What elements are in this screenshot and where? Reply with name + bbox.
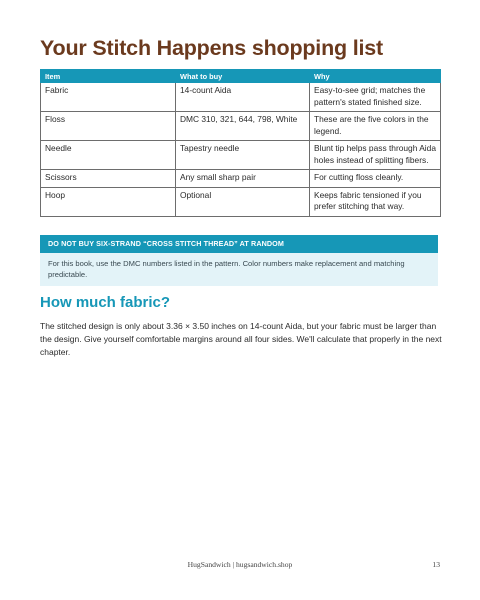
section-paragraph: The stitched design is only about 3.36 × 3.50 inches on 14-count Aida, but your fabric must be larger than the design. Give yourself comfortable margins around all four sides. We'll calculate that properly in the next chapter.: [40, 321, 442, 357]
page-number: 13: [432, 560, 440, 569]
table-row: [41, 170, 441, 188]
callout-heading: DO NOT BUY SIX-STRAND “CROSS STITCH THREAD” AT RANDOM: [40, 235, 438, 253]
table-cell-why: Blunt tip helps pass through Aida holes instead of splitting fibers.: [310, 141, 441, 170]
table-cell-item: Scissors: [41, 170, 176, 188]
table-cell-why: These are the five colors in the legend.: [310, 112, 441, 141]
page-footer: HugSandwich | hugsandwich.shop: [187, 560, 293, 569]
table-row: [41, 187, 441, 216]
warning-callout: [40, 235, 438, 286]
table-cell-what-to-buy: 14-count Aida: [176, 83, 310, 112]
table-cell-item: Fabric: [41, 83, 176, 112]
table-cell-why: Keeps fabric tensioned if you prefer stitching that way.: [310, 187, 441, 216]
table-cell-why: Easy-to-see grid; matches the pattern's stated finished size.: [310, 83, 441, 112]
table-cell-item: Floss: [41, 112, 176, 141]
column-header-item: Item: [41, 70, 176, 83]
shopping-list-table: [40, 69, 441, 217]
table-cell-what-to-buy: Any small sharp pair: [176, 170, 310, 188]
table-row: [41, 112, 441, 141]
table-cell-item: Hoop: [41, 187, 176, 216]
column-header-what-to-buy: What to buy: [176, 70, 310, 83]
table-header-row: [41, 70, 441, 83]
table-row: [41, 141, 441, 170]
table-row: [41, 83, 441, 112]
column-header-why: Why: [310, 70, 441, 83]
table-cell-what-to-buy: DMC 310, 321, 644, 798, White: [176, 112, 310, 141]
table-cell-what-to-buy: Optional: [176, 187, 310, 216]
page-title: Your Stitch Happens shopping list: [40, 36, 383, 60]
table-cell-why: For cutting floss cleanly.: [310, 170, 441, 188]
callout-body: For this book, use the DMC numbers listed in the pattern. Color numbers make replacement and matching predictable.: [40, 253, 438, 286]
section-heading: How much fabric?: [40, 294, 171, 311]
table-cell-what-to-buy: Tapestry needle: [176, 141, 310, 170]
table-cell-item: Needle: [41, 141, 176, 170]
